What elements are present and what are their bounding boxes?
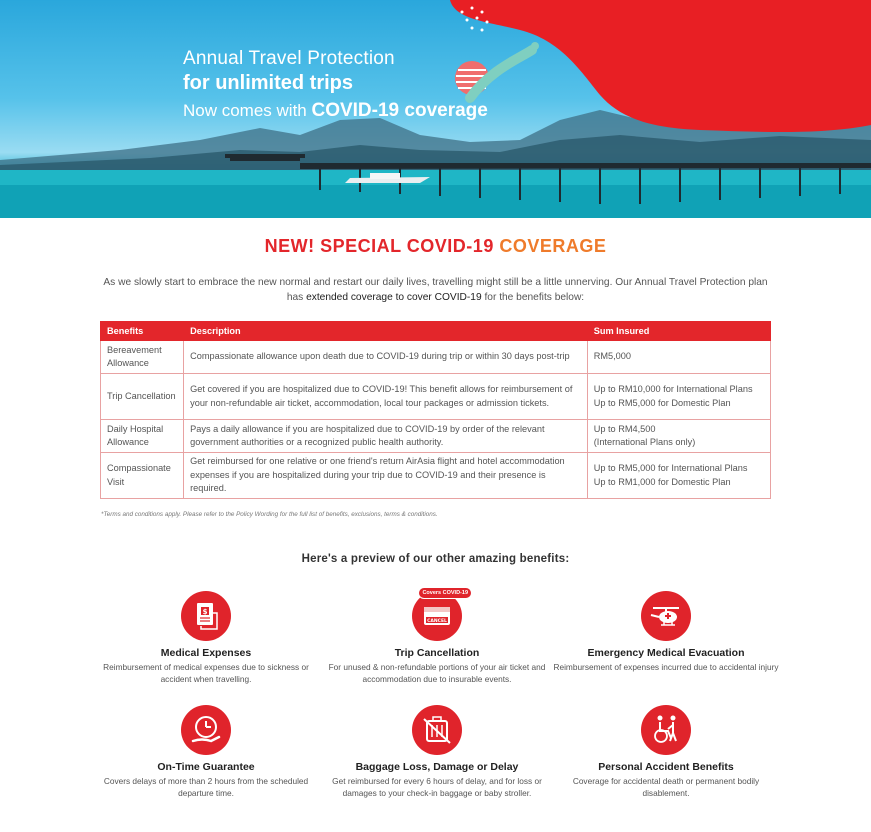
sum-line: Up to RM1,000 for Domestic Plan bbox=[593, 476, 731, 487]
sum-line: RM5,000 bbox=[593, 351, 631, 362]
benefit-description: Covers delays of more than 2 hours from the scheduled departure time. bbox=[103, 776, 309, 798]
table-row bbox=[101, 420, 771, 453]
benefit-title: Emergency Medical Evacuation bbox=[587, 647, 745, 659]
benefit-medical-expenses bbox=[91, 591, 321, 685]
header-benefits: Benefits bbox=[101, 322, 184, 341]
cancel-ticket-label: CANCEL bbox=[427, 619, 447, 624]
hero-banner bbox=[0, 0, 871, 218]
cell-benefit: Trip Cancellation bbox=[101, 374, 184, 420]
benefit-emergency-evacuation bbox=[551, 591, 781, 673]
table-header-row bbox=[101, 322, 771, 341]
coverage-table bbox=[100, 321, 771, 499]
intro-text-1: As we slowly start to embrace the new normal and restart our daily lives, travelling might still be a little unnerving. Our Annual Travel Protection plan has bbox=[103, 277, 768, 303]
benefit-title: Medical Expenses bbox=[160, 647, 252, 659]
hero-tagline bbox=[183, 99, 488, 123]
cell-description: Get covered if you are hospitalized due to COVID-19! This benefit allows for reimbursement of your non-refundable air ticket, accommodation, local tour packages or admission tickets. bbox=[184, 374, 588, 420]
sum-line: Up to RM10,000 for International Plans bbox=[593, 384, 753, 394]
benefit-personal-accident bbox=[551, 705, 781, 799]
sum-line: Up to RM5,000 for International Plans bbox=[593, 463, 748, 473]
clock-hand-icon bbox=[181, 705, 231, 755]
header-description: Description bbox=[184, 322, 588, 341]
wheelchair-icon bbox=[641, 705, 691, 755]
benefit-title: On-Time Guarantee bbox=[157, 761, 255, 773]
table-row bbox=[101, 341, 771, 374]
cell-sum bbox=[587, 374, 770, 420]
cell-description: Compassionate allowance upon death due to COVID-19 during trip or within 30 days post-trip bbox=[184, 341, 588, 374]
cell-sum bbox=[587, 420, 770, 453]
header-sum-insured: Sum Insured bbox=[587, 322, 770, 341]
benefit-description: Coverage for accidental death or permanent bodily disablement. bbox=[572, 776, 760, 798]
hero-subtitle: for unlimited trips bbox=[183, 71, 353, 94]
benefit-title: Personal Accident Benefits bbox=[598, 761, 734, 773]
luggage-icon bbox=[412, 705, 462, 755]
cell-benefit: Bereavement Allowance bbox=[101, 341, 184, 374]
helicopter-icon bbox=[641, 591, 691, 641]
covers-covid-badge: Covers COVID-19 bbox=[418, 587, 472, 599]
hero-tagline-bold: COVID-19 coverage bbox=[311, 99, 488, 121]
table-row bbox=[101, 453, 771, 499]
benefit-trip-cancellation bbox=[322, 591, 552, 685]
cell-benefit: Daily Hospital Allowance bbox=[101, 420, 184, 453]
benefit-title: Baggage Loss, Damage or Delay bbox=[355, 761, 519, 773]
medical-bill-icon bbox=[181, 591, 231, 641]
terms-footnote: *Terms and conditions apply. Please refer to the Policy Wording for the full list of benefits, exclusions, terms & conditions. bbox=[101, 511, 438, 518]
benefit-baggage bbox=[322, 705, 552, 799]
benefit-description: Reimbursement of medical expenses due to sickness or accident when travelling. bbox=[103, 662, 309, 684]
hero-title: Annual Travel Protection bbox=[183, 48, 395, 69]
section-title-orange: COVERAGE bbox=[499, 236, 607, 256]
hero-text bbox=[183, 47, 488, 123]
cell-benefit: Compassionate Visit bbox=[101, 453, 184, 499]
sum-line: Up to RM4,500 bbox=[593, 423, 656, 434]
cell-sum bbox=[587, 341, 770, 374]
benefit-description: Reimbursement of expenses incurred due to accidental injury bbox=[553, 662, 779, 672]
section-title-red: NEW! SPECIAL COVID-19 bbox=[264, 236, 494, 256]
hero-tagline-prefix: Now comes with bbox=[183, 100, 312, 120]
sum-line: (International Plans only) bbox=[593, 437, 696, 447]
cell-sum bbox=[587, 453, 770, 499]
benefit-description: For unused & non-refundable portions of your air ticket and accommodation due to insurable events. bbox=[328, 662, 546, 684]
cancel-ticket-icon bbox=[412, 590, 468, 641]
intro-paragraph bbox=[100, 275, 771, 305]
benefit-on-time-guarantee bbox=[91, 705, 321, 799]
svg-text:$: $ bbox=[202, 608, 208, 616]
section-title bbox=[0, 236, 871, 257]
intro-text-bold: extended coverage to cover COVID-19 bbox=[306, 292, 482, 303]
benefits-heading: Here's a preview of our other amazing benefits: bbox=[301, 553, 570, 565]
benefit-description: Get reimbursed for every 6 hours of delay, and for loss or damages to your check-in baggage or baby stroller. bbox=[332, 776, 542, 798]
cell-description: Get reimbursed for one relative or one friend's return AirAsia flight and hotel accommodation expenses if you are hospitalized during your trip due to COVID-19 and their presence is required. bbox=[184, 453, 588, 499]
benefit-title: Trip Cancellation bbox=[394, 647, 480, 659]
table-row bbox=[101, 374, 771, 420]
intro-text-2: for the benefits below: bbox=[481, 292, 585, 303]
sum-line: Up to RM5,000 for Domestic Plan bbox=[593, 397, 731, 408]
cell-description: Pays a daily allowance if you are hospitalized due to COVID-19 by order of the relevant government authorities or a recognized public health authority. bbox=[184, 420, 588, 453]
